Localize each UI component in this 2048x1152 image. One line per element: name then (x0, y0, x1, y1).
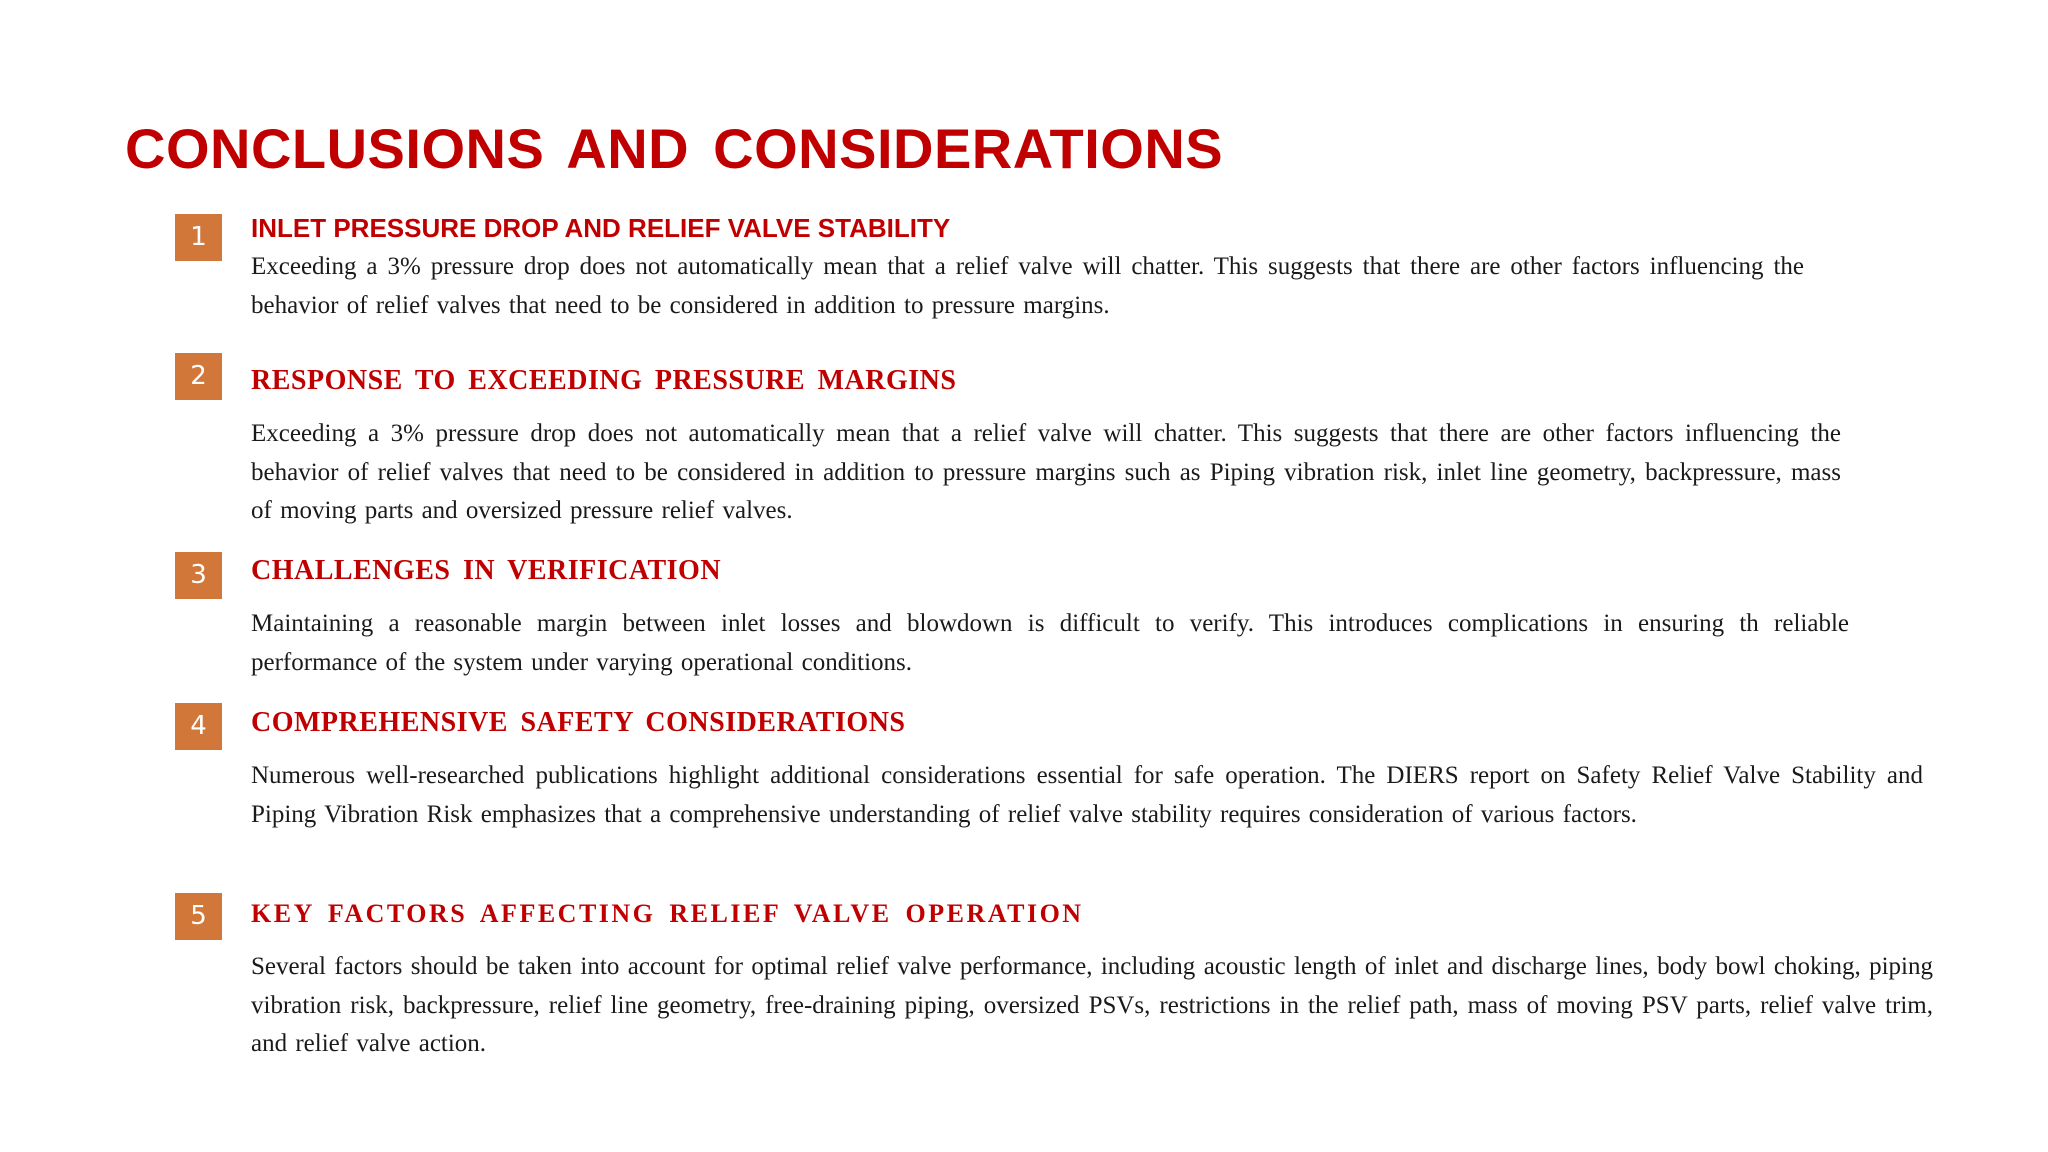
item-number-badge: 2 (175, 353, 222, 400)
item-heading: RESPONSE TO EXCEEDING PRESSURE MARGINS (251, 365, 957, 396)
item-number-badge: 4 (175, 703, 222, 750)
item-body: Several factors should be taken into account for optimal relief valve performance, including acoustic length of inlet and discharge lines, body bowl choking, piping vibration risk, backpressure, relief line geometry, free-draining piping, oversized PSVs, restrictions in the relief path, mass of moving PSV parts, relief valve trim, and relief valve action. (251, 953, 1933, 1057)
item-heading: KEY FACTORS AFFECTING RELIEF VALVE OPERATION (251, 899, 1084, 928)
item-body: Numerous well-researched publications highlight additional considerations essential for safe operation. The DIERS report on Safety Relief Valve Stability and Piping Vibration Risk emphasizes that a comprehensive understanding of relief valve stability requires consideration of various factors. (251, 762, 1923, 828)
item-heading: INLET PRESSURE DROP AND RELIEF VALVE STABILITY (251, 213, 951, 243)
item-body: Exceeding a 3% pressure drop does not automatically mean that a relief valve will chatter. This suggests that there are other factors influencing the behavior of relief valves that need to be considered in addition to pressure margins such as Piping vibration risk, inlet line geometry, backpressure, mass of moving parts and oversized pressure relief valves. (251, 420, 1841, 524)
item-body: Maintaining a reasonable margin between inlet losses and blowdown is difficult to verify. This introduces complications in ensuring th reliable performance of the system under varying operational conditions. (251, 610, 1849, 676)
item-number-badge: 5 (175, 893, 222, 940)
item-number-badge: 3 (175, 552, 222, 599)
item-heading: CHALLENGES IN VERIFICATION (251, 555, 722, 586)
item-body: Exceeding a 3% pressure drop does not automatically mean that a relief valve will chatter. This suggests that there are other factors influencing the behavior of relief valves that need to be considered in addition to pressure margins. (251, 253, 1804, 319)
item-heading: COMPREHENSIVE SAFETY CONSIDERATIONS (251, 707, 906, 738)
slide-title: CONCLUSIONS AND CONSIDERATIONS (125, 117, 1224, 180)
item-number-badge: 1 (175, 214, 222, 261)
